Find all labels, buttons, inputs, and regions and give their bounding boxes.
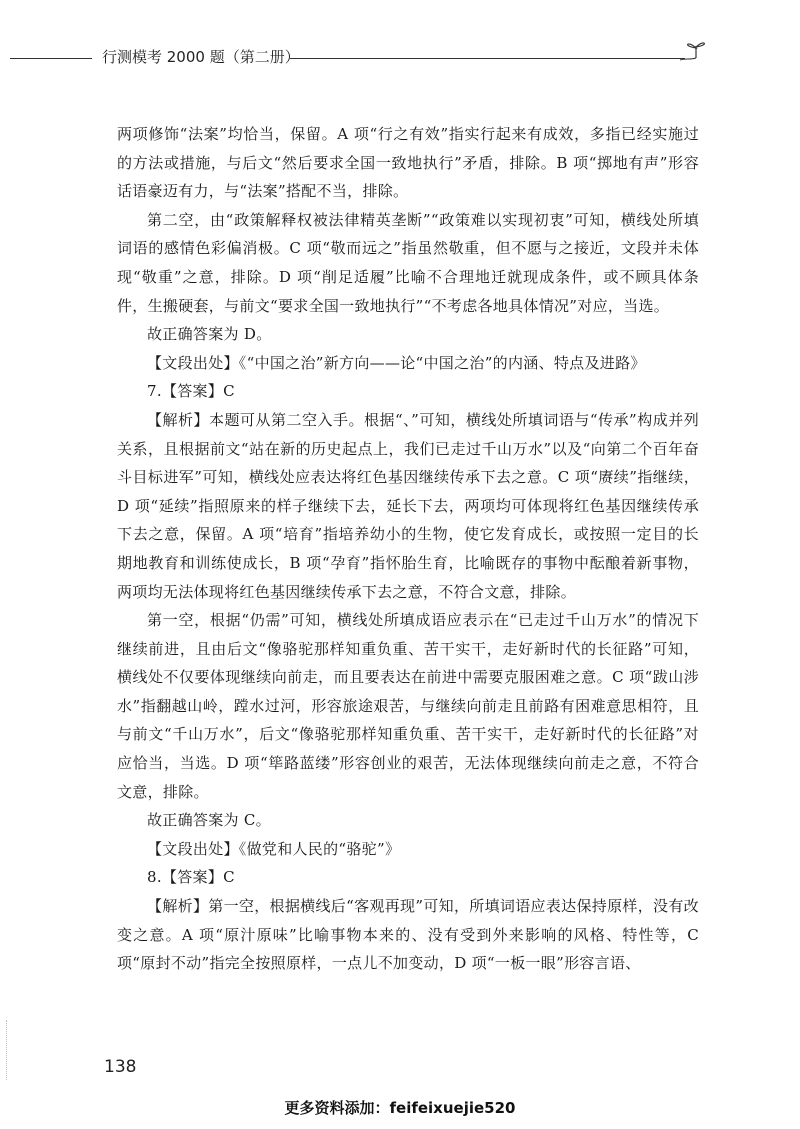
- header-rule-left: [10, 58, 92, 59]
- answer-heading: 7.【答案】C: [147, 382, 235, 401]
- footer-note: 更多资料添加：feifeixuejie520: [284, 1099, 516, 1117]
- paragraph: 故正确答案为 D。: [147, 325, 272, 344]
- paragraph: 第一空，根据“仍需”可知，横线处所填成语应表示在“已走过千山万水”的情况下继续前进，且由后文“像骆驼那样知重负重、苦干实干，走好新时代的长征路”可知，横线处不仅要体现继续向前走，而且要表达在前进中需要克服困难之意。C 项“跋山涉水”指翻越山岭，蹚水过河，形容旅途艰苦，与继续向前走且前路有困难意思相符，且与前文“千山万水”，后文“像骆驼那样知重负重、苦干实干，走好新时代的长征路”对应恰当，当选。D 项“筚路蓝缕”形容创业的艰苦，无法体现继续向前走之意，不符合文意，排除。: [117, 611, 699, 801]
- body-text: [117, 120, 699, 978]
- running-header-title: 行测模考 2000 题（第二册）: [102, 48, 300, 66]
- paragraph: 故正确答案为 C。: [147, 811, 271, 830]
- source-citation: 【文段出处】《做党和人民的“骆驼”》: [147, 839, 401, 858]
- paragraph: 【解析】第一空，根据横线后“客观再现”可知，所填词语应表达保持原样，没有改变之意。A 项“原汁原味”比喻事物本来的、没有受到外来影响的风格、特性等，C 项“原封不动”指完全按照原样，一点儿不加变动，D 项“一板一眼”形容言语、: [117, 897, 699, 973]
- margin-dots: [6, 1020, 9, 1080]
- page-number: 138: [104, 1057, 137, 1077]
- header-rule-right: [290, 58, 685, 59]
- sprout-icon: [676, 36, 716, 66]
- running-header: [0, 42, 800, 74]
- paragraph: 两项修饰“法案”均恰当，保留。A 项“行之有效”指实行起来有成效，多指已经实施过的方法或措施，与后文“然后要求全国一致地执行”矛盾，排除。B 项“掷地有声”形容话语豪迈有力，与“法案”搭配不当，排除。: [117, 125, 699, 201]
- source-citation: 【文段出处】《“中国之治”新方向——论“中国之治”的内涵、特点及进路》: [147, 353, 646, 372]
- paragraph: 第二空，由“政策解释权被法律精英垄断”“政策难以实现初衷”可知，横线处所填词语的感情色彩偏消极。C 项“敬而远之”指虽然敬重，但不愿与之接近，文段并未体现“敬重”之意，排除。D 项“削足适履”比喻不合理地迁就现成条件，或不顾具体条件，生搬硬套，与前文“要求全国一致地执行”“不考虑各地具体情况”对应，当选。: [117, 210, 699, 315]
- answer-heading: 8.【答案】C: [147, 868, 235, 887]
- paragraph: 【解析】本题可从第二空入手。根据“、”可知，横线处所填词语与“传承”构成并列关系，且根据前文“站在新的历史起点上，我们已走过千山万水”以及“向第二个百年奋斗目标进军”可知，横线处应表达将红色基因继续传承下去之意。C 项“赓续”指继续，D 项“延续”指照原来的样子继续下去，延长下去，两项均可体现将红色基因继续传承下去之意，保留。A 项“培育”指培养幼小的生物，使它发育成长，或按照一定目的长期地教育和训练使成长，B 项“孕育”指怀胎生育，比喻既存的事物中酝酿着新事物，两项均无法体现将红色基因继续传承下去之意，不符合文意，排除。: [117, 410, 699, 601]
